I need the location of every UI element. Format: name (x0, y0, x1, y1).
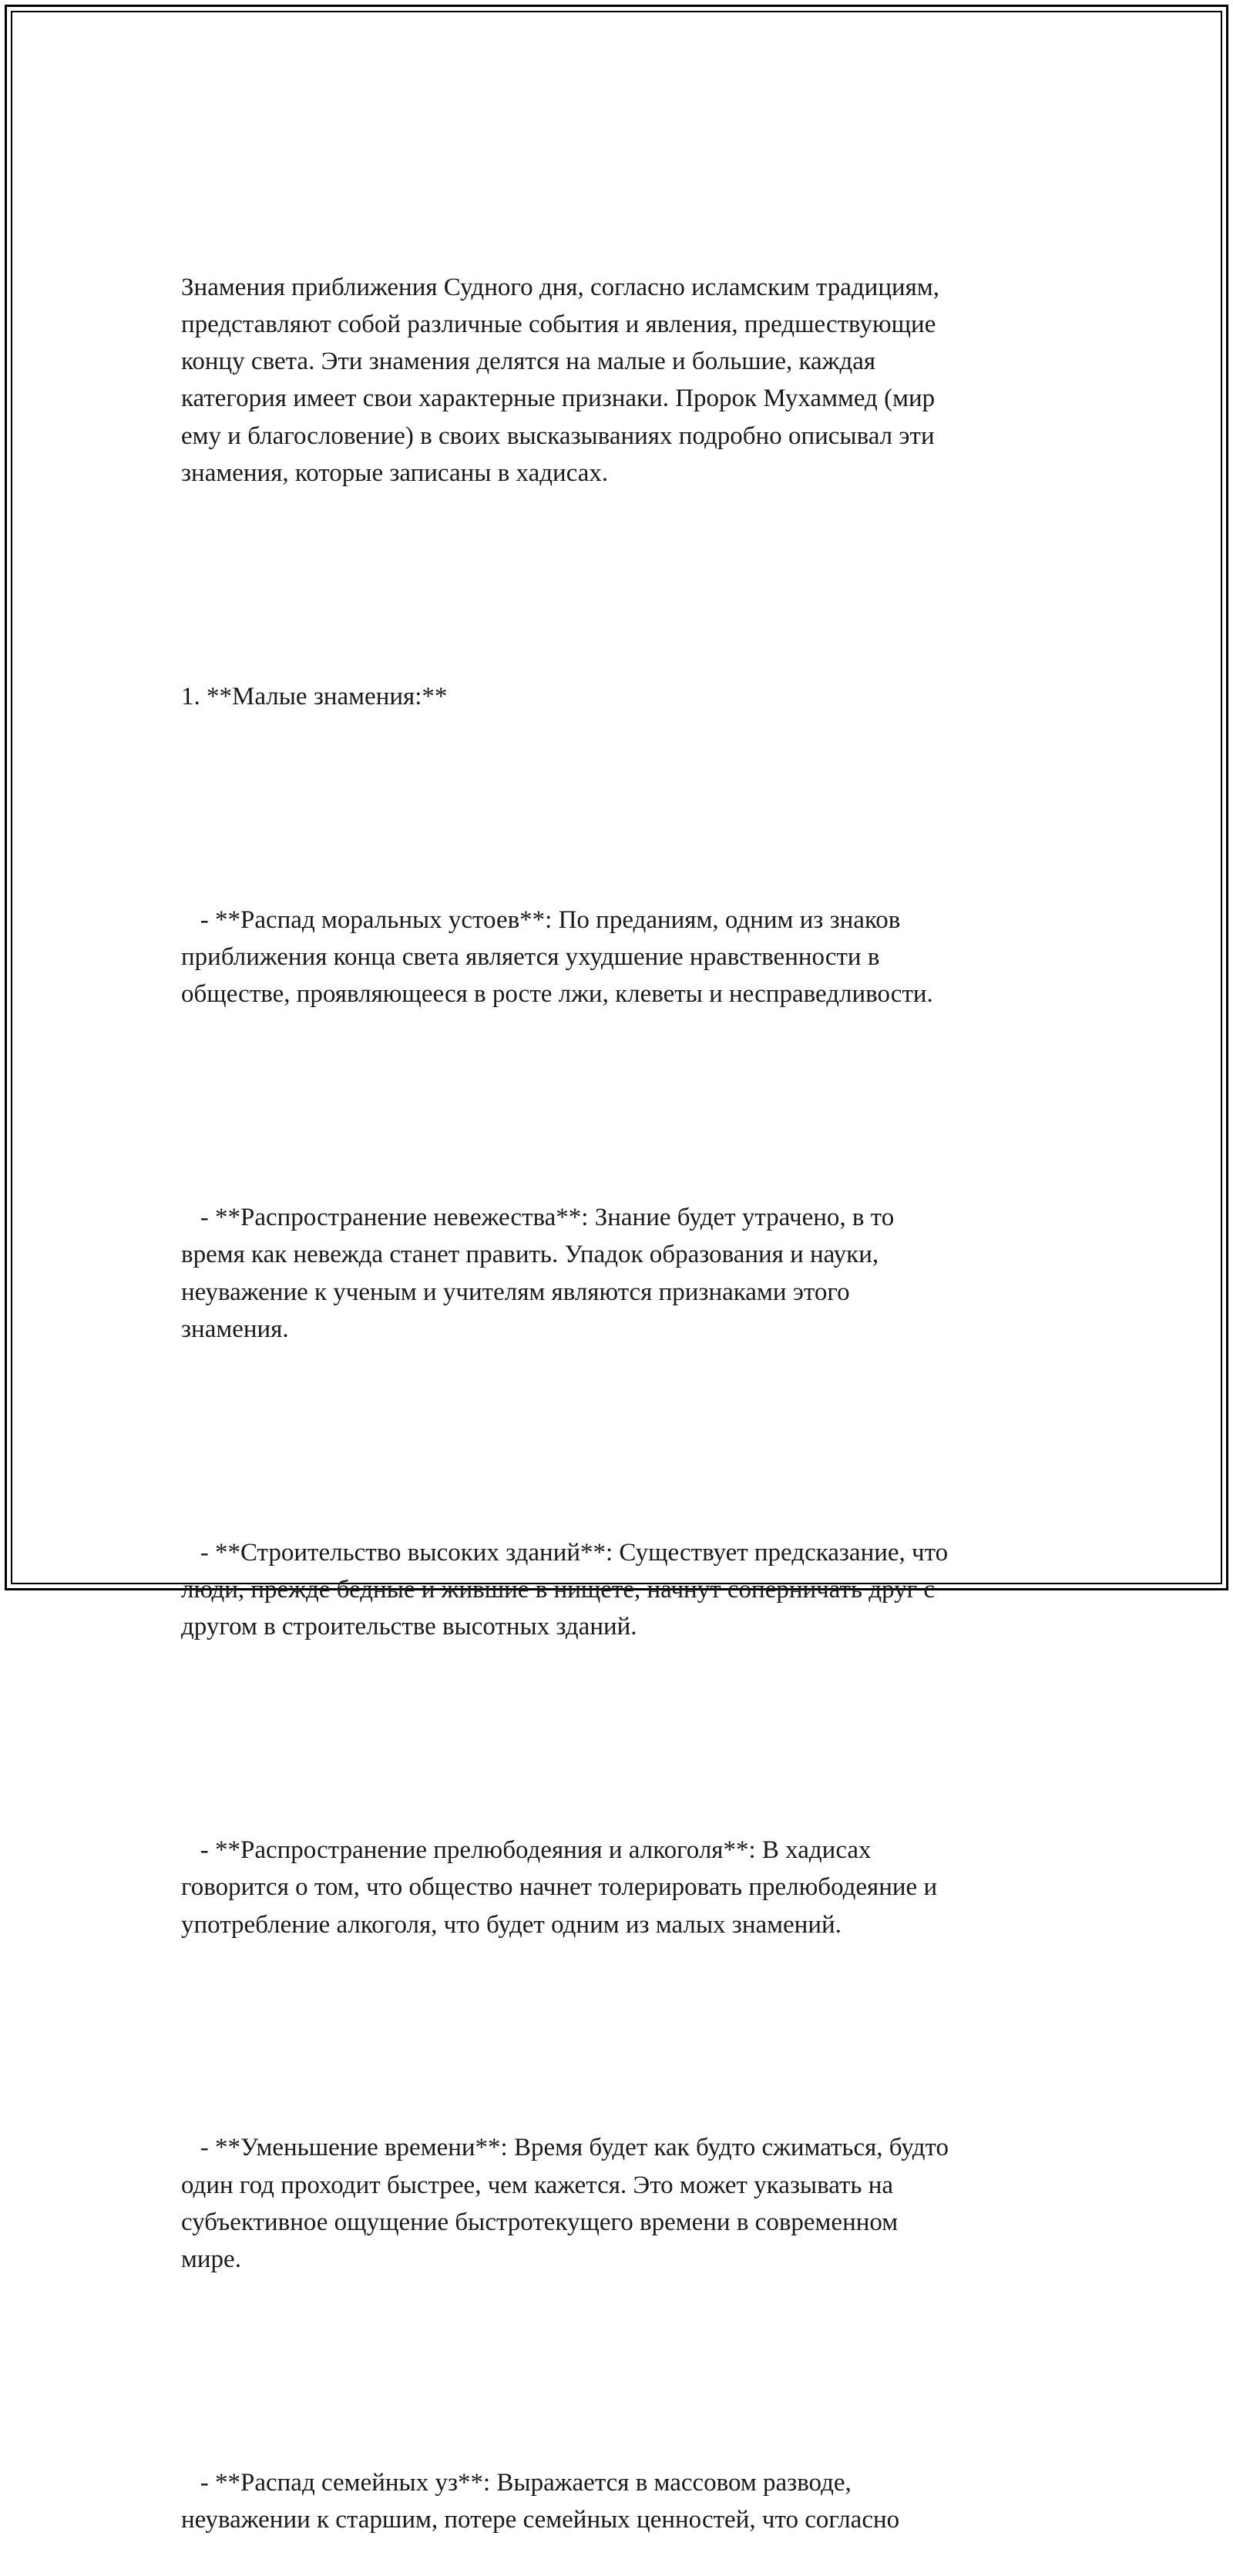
list-item-adultery-alcohol: - **Распространение прелюбодеяния и алкоголя**: В хадисах говорится о том, что общество начнет толерировать прелюбодеяние и употребление алкоголя, что будет одним из малых знамений. (181, 1836, 938, 1939)
paragraph-gap (181, 1087, 1083, 1124)
paragraph-gap (181, 790, 1083, 827)
paragraph-gap (181, 2353, 1083, 2390)
paragraph-gap (181, 1422, 1083, 1459)
paragraph-gap (181, 566, 1083, 603)
list-item-moral-decline: - **Распад моральных устоев**: По преданиям, одним из знаков приближения конца света является ухудшение нравственности в обществе, проявляющееся в росте лжи, клеветы и несправедливости. (181, 905, 933, 1009)
section-heading: 1. **Малые знамения:** (181, 682, 448, 710)
paragraph-gap (181, 1720, 1083, 1757)
intro-paragraph: Знамения приближения Судного дня, согласно исламским традициям, представляют собой различные события и явления, предшествующие концу света. Эти знамения делятся на малые и большие, каждая категория имеет свои характерные признаки. Пророк Мухаммед (мир ему и благословение) в своих высказываниях подробно описывал эти знамения, которые записаны в хадисах. (181, 273, 939, 488)
paragraph-gap (181, 2018, 1083, 2055)
list-item-family-breakdown: - **Распад семейных уз**: Выражается в массовом разводе, неуважении к старшим, потере семейных ценностей, что согласно (181, 2469, 900, 2534)
list-item-ignorance: - **Распространение невежества**: Знание будет утрачено, в то время как невежда станет править. Упадок образования и науки, неуважение к ученым и учителям являются признаками этого знамения. (181, 1204, 895, 1343)
list-item-time-shrinking: - **Уменьшение времени**: Время будет как будто сжиматься, будто один год проходит быстрее, чем кажется. Это может указывать на субъективное ощущение быстротекущего времени в современном мире. (181, 2134, 949, 2274)
list-item-tall-buildings: - **Строительство высоких зданий**: Существует предсказание, что люди, прежде бедные и жившие в нищете, начнут соперничать друг с другом в строительстве высотных зданий. (181, 1538, 949, 1641)
document-body (181, 194, 1083, 2576)
